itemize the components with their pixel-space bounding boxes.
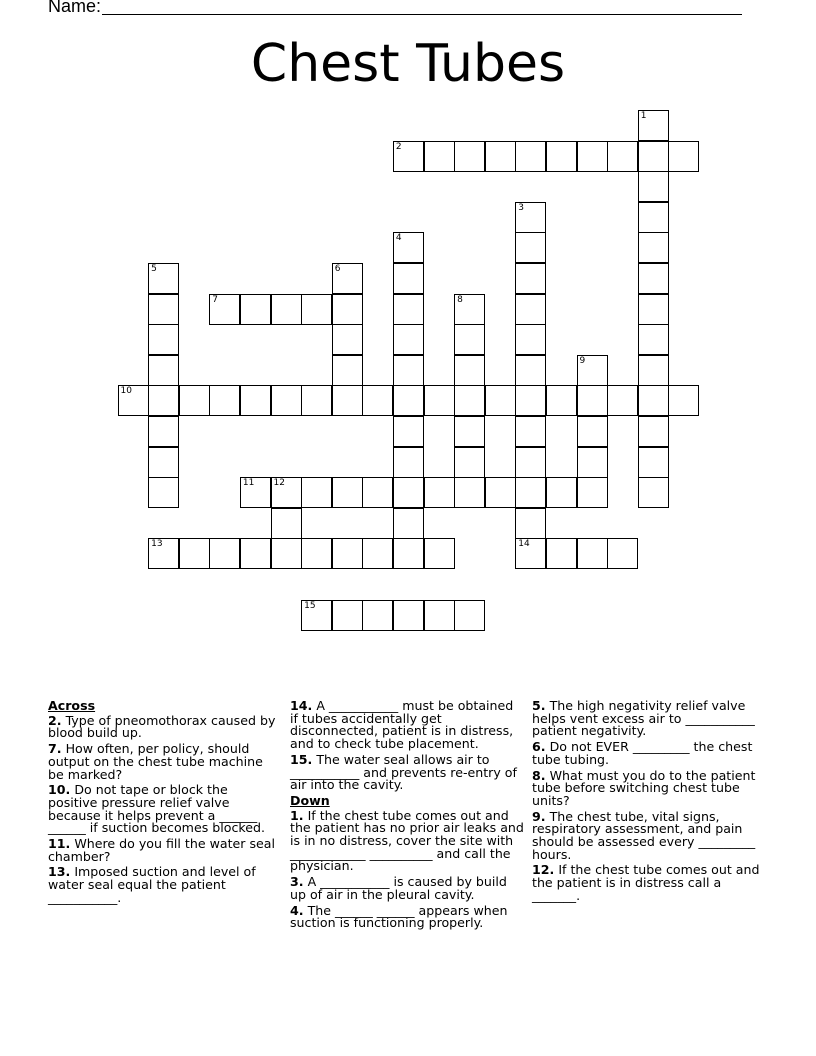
clue-number: 11 bbox=[242, 478, 255, 489]
across-clue bbox=[290, 751, 524, 793]
crossword-cell[interactable] bbox=[301, 538, 332, 569]
clue-text: Do not tape or block the positive pressure relief valve because it helps prevent a ______ ______ if suction becomes blocked. bbox=[48, 782, 265, 836]
crossword-cell[interactable] bbox=[638, 171, 669, 202]
crossword-cell[interactable] bbox=[515, 508, 546, 539]
crossword-cell[interactable] bbox=[209, 385, 240, 416]
clue-num: 3. bbox=[290, 874, 304, 890]
crossword-cell[interactable] bbox=[577, 447, 608, 478]
crossword-cell[interactable] bbox=[362, 477, 393, 508]
crossword-cell[interactable] bbox=[424, 477, 455, 508]
crossword-cell[interactable] bbox=[515, 294, 546, 325]
clue-number: 2 bbox=[395, 141, 402, 152]
crossword-cell[interactable] bbox=[393, 355, 424, 386]
crossword-cell[interactable] bbox=[362, 385, 393, 416]
clue-num: 13. bbox=[48, 864, 71, 880]
clue-text: The high negativity relief valve helps vent excess air to ___________ patient negativity. bbox=[532, 698, 755, 739]
page-title: Chest Tubes bbox=[250, 34, 566, 94]
clue-text: The chest tube, vital signs, respiratory assessment, and pain should be assessed every _________ hours. bbox=[532, 808, 756, 862]
crossword-cell[interactable] bbox=[148, 385, 179, 416]
crossword-cell[interactable] bbox=[301, 385, 332, 416]
crossword-cell[interactable] bbox=[515, 538, 546, 569]
crossword-cell[interactable] bbox=[515, 477, 546, 508]
crossword-cell[interactable] bbox=[638, 294, 669, 325]
down-clue bbox=[532, 808, 768, 862]
down-clue bbox=[290, 807, 524, 874]
clue-num: 11. bbox=[48, 836, 71, 852]
crossword-cell[interactable] bbox=[638, 324, 669, 355]
crossword-cell[interactable] bbox=[393, 600, 424, 631]
across-clue bbox=[48, 712, 280, 741]
clue-num: 14. bbox=[290, 698, 313, 713]
crossword-cell[interactable] bbox=[271, 294, 302, 325]
crossword-cell[interactable] bbox=[577, 416, 608, 447]
crossword-cell[interactable] bbox=[638, 385, 669, 416]
clue-text: Where do you fill the water seal chamber? bbox=[48, 836, 276, 864]
crossword-cell[interactable] bbox=[332, 477, 363, 508]
crossword-cell[interactable] bbox=[638, 447, 669, 478]
clue-number: 10 bbox=[120, 386, 132, 397]
across-clue bbox=[48, 866, 280, 904]
crossword-cell[interactable] bbox=[393, 477, 424, 508]
crossword-cell[interactable] bbox=[148, 416, 179, 447]
crossword-cell[interactable] bbox=[485, 385, 516, 416]
crossword-cell[interactable] bbox=[332, 600, 363, 631]
crossword-cell[interactable] bbox=[668, 385, 699, 416]
across-clue bbox=[290, 700, 524, 751]
clue-text: Type of pneomothorax caused by blood build up. bbox=[48, 712, 276, 741]
clue-num: 9. bbox=[532, 808, 546, 824]
crossword-cell[interactable] bbox=[546, 141, 577, 172]
clue-text: The water seal allows air to ___________ and prevents re-entry of air into the cavity. bbox=[290, 751, 517, 793]
crossword-cell[interactable] bbox=[332, 294, 363, 325]
clue-num: 7. bbox=[48, 741, 62, 757]
crossword-cell[interactable] bbox=[668, 141, 699, 172]
down-clue bbox=[532, 741, 768, 766]
crossword-cell[interactable] bbox=[393, 263, 424, 294]
crossword-cell[interactable] bbox=[332, 538, 363, 569]
crossword-cell[interactable] bbox=[271, 538, 302, 569]
clues-column-1 bbox=[48, 700, 280, 908]
down-clue bbox=[290, 902, 524, 931]
crossword-cell[interactable] bbox=[209, 294, 240, 325]
crossword-cell[interactable] bbox=[424, 538, 455, 569]
crossword-cell[interactable] bbox=[332, 263, 363, 294]
crossword-cell[interactable] bbox=[515, 447, 546, 478]
crossword-cell[interactable] bbox=[271, 477, 302, 508]
crossword-cell[interactable] bbox=[301, 477, 332, 508]
down-heading: Down bbox=[290, 792, 330, 808]
clue-text: A ___________ must be obtained if tubes accidentally get disconnected, patient is in distress, and to check tube placement. bbox=[290, 698, 514, 752]
crossword-cell[interactable] bbox=[577, 141, 608, 172]
down-clue bbox=[532, 767, 768, 808]
crossword-cell[interactable] bbox=[332, 324, 363, 355]
crossword-cell[interactable] bbox=[148, 355, 179, 386]
clue-number: 1 bbox=[640, 111, 647, 121]
crossword-cell[interactable] bbox=[454, 324, 485, 355]
clue-text: If the chest tube comes out and the patient has no prior air leaks and is in no distress, cover the site with ____________ __________ and call the physician. bbox=[290, 807, 524, 874]
crossword-cell[interactable] bbox=[454, 141, 485, 172]
clue-text: What must you do to the patient tube before switching chest tube units? bbox=[532, 767, 756, 808]
crossword-cell[interactable] bbox=[454, 600, 485, 631]
clue-text: A ___________ is caused by build up of air in the pleural cavity. bbox=[290, 874, 507, 902]
crossword-cell[interactable] bbox=[577, 385, 608, 416]
clue-number: 5 bbox=[151, 264, 157, 274]
crossword-cell[interactable] bbox=[362, 600, 393, 631]
down-clue bbox=[532, 864, 768, 902]
clues-column-3 bbox=[532, 700, 768, 906]
crossword-cell[interactable] bbox=[424, 600, 455, 631]
crossword-cell[interactable] bbox=[301, 600, 332, 631]
crossword-cell[interactable] bbox=[393, 538, 424, 569]
crossword-cell[interactable] bbox=[515, 416, 546, 447]
clue-num: 8. bbox=[532, 767, 546, 783]
crossword-cell[interactable] bbox=[515, 202, 546, 233]
crossword-cell[interactable] bbox=[515, 263, 546, 294]
crossword-cell[interactable] bbox=[148, 263, 179, 294]
crossword-cell[interactable] bbox=[577, 538, 608, 569]
crossword-cell[interactable] bbox=[179, 385, 210, 416]
crossword-cell[interactable] bbox=[546, 477, 577, 508]
clue-number: 7 bbox=[212, 294, 219, 305]
clue-num: 6. bbox=[532, 739, 546, 755]
crossword-cell[interactable] bbox=[148, 324, 179, 355]
clue-number: 3 bbox=[518, 202, 525, 213]
crossword-cell[interactable] bbox=[393, 232, 424, 263]
crossword-cell[interactable] bbox=[240, 538, 271, 569]
across-clue bbox=[48, 838, 280, 863]
crossword-cell[interactable] bbox=[332, 355, 363, 386]
clue-text: Do not EVER _________ the chest tube tubing. bbox=[532, 739, 753, 767]
clue-number: 4 bbox=[395, 233, 402, 244]
crossword-cell[interactable] bbox=[271, 385, 302, 416]
crossword-cell[interactable] bbox=[240, 385, 271, 416]
name-label: Name: bbox=[48, 0, 102, 16]
clue-number: 6 bbox=[334, 264, 341, 274]
crossword-cell[interactable] bbox=[607, 385, 638, 416]
across-heading: Across bbox=[48, 698, 96, 713]
crossword-cell[interactable] bbox=[393, 141, 424, 172]
crossword-cell[interactable] bbox=[485, 477, 516, 508]
crossword-cell[interactable] bbox=[515, 324, 546, 355]
clue-num: 15. bbox=[290, 751, 313, 767]
crossword-cell[interactable] bbox=[515, 232, 546, 263]
clue-num: 1. bbox=[290, 807, 304, 823]
crossword-cell[interactable] bbox=[607, 141, 638, 172]
clue-num: 10. bbox=[48, 782, 71, 798]
down-clue bbox=[532, 700, 768, 738]
crossword-cell[interactable] bbox=[148, 447, 179, 478]
crossword-cell[interactable] bbox=[148, 477, 179, 508]
clue-number: 12 bbox=[273, 478, 285, 489]
crossword-cell[interactable] bbox=[515, 355, 546, 386]
crossword-cell[interactable] bbox=[301, 294, 332, 325]
crossword-cell[interactable] bbox=[638, 141, 669, 172]
clue-number: 13 bbox=[151, 539, 163, 550]
crossword-cell[interactable] bbox=[638, 202, 669, 233]
crossword-cell[interactable] bbox=[332, 385, 363, 416]
clue-number: 9 bbox=[579, 355, 586, 366]
crossword-cell[interactable] bbox=[454, 477, 485, 508]
crossword-cell[interactable] bbox=[209, 538, 240, 569]
crossword-cell[interactable] bbox=[148, 294, 179, 325]
crossword-cell[interactable] bbox=[240, 294, 271, 325]
crossword-cell[interactable] bbox=[607, 538, 638, 569]
across-clue bbox=[48, 743, 280, 781]
crossword-cell[interactable] bbox=[148, 538, 179, 569]
crossword-cell[interactable] bbox=[393, 508, 424, 539]
crossword-cell[interactable] bbox=[577, 355, 608, 386]
clue-text: Imposed suction and level of water seal equal the patient ___________. bbox=[48, 864, 256, 905]
clue-number: 14 bbox=[518, 539, 530, 550]
crossword-cell[interactable] bbox=[638, 416, 669, 447]
down-clue bbox=[290, 876, 524, 901]
crossword-cell[interactable] bbox=[454, 416, 485, 447]
crossword-cell[interactable] bbox=[638, 355, 669, 386]
crossword-cell[interactable] bbox=[454, 385, 485, 416]
crossword-cell[interactable] bbox=[240, 477, 271, 508]
crossword-cell[interactable] bbox=[393, 416, 424, 447]
clue-number: 15 bbox=[304, 600, 316, 611]
crossword-cell[interactable] bbox=[577, 477, 608, 508]
crossword-cell[interactable] bbox=[393, 447, 424, 478]
crossword-cell[interactable] bbox=[515, 385, 546, 416]
crossword-cell[interactable] bbox=[454, 355, 485, 386]
crossword-cell[interactable] bbox=[638, 263, 669, 294]
crossword-cell[interactable] bbox=[393, 385, 424, 416]
crossword-cell[interactable] bbox=[179, 538, 210, 569]
clues-column-2 bbox=[290, 700, 524, 933]
crossword-cell[interactable] bbox=[546, 385, 577, 416]
crossword-cell[interactable] bbox=[485, 141, 516, 172]
clue-num: 4. bbox=[290, 902, 304, 918]
clue-num: 5. bbox=[532, 698, 546, 713]
crossword-cell[interactable] bbox=[454, 447, 485, 478]
crossword-cell[interactable] bbox=[393, 324, 424, 355]
crossword-cell[interactable] bbox=[515, 141, 546, 172]
crossword-cell[interactable] bbox=[546, 538, 577, 569]
crossword-cell[interactable] bbox=[424, 385, 455, 416]
crossword-cell[interactable] bbox=[638, 110, 669, 141]
clue-number: 8 bbox=[457, 294, 463, 305]
clue-text: How often, per policy, should output on the chest tube machine be marked? bbox=[48, 741, 263, 782]
crossword-cell[interactable] bbox=[424, 141, 455, 172]
crossword-cell[interactable] bbox=[638, 477, 669, 508]
crossword-cell[interactable] bbox=[454, 294, 485, 325]
clue-num: 2. bbox=[48, 712, 62, 728]
crossword-cell[interactable] bbox=[118, 385, 149, 416]
crossword-cell[interactable] bbox=[362, 538, 393, 569]
across-clue bbox=[48, 784, 280, 835]
crossword-cell[interactable] bbox=[638, 232, 669, 263]
clue-num: 12. bbox=[532, 862, 555, 878]
clue-text: The ______ ______ appears when suction is functioning properly. bbox=[290, 902, 508, 931]
clue-text: If the chest tube comes out and the patient is in distress call a _______. bbox=[532, 862, 760, 903]
crossword-cell[interactable] bbox=[393, 294, 424, 325]
crossword-cell[interactable] bbox=[271, 508, 302, 539]
